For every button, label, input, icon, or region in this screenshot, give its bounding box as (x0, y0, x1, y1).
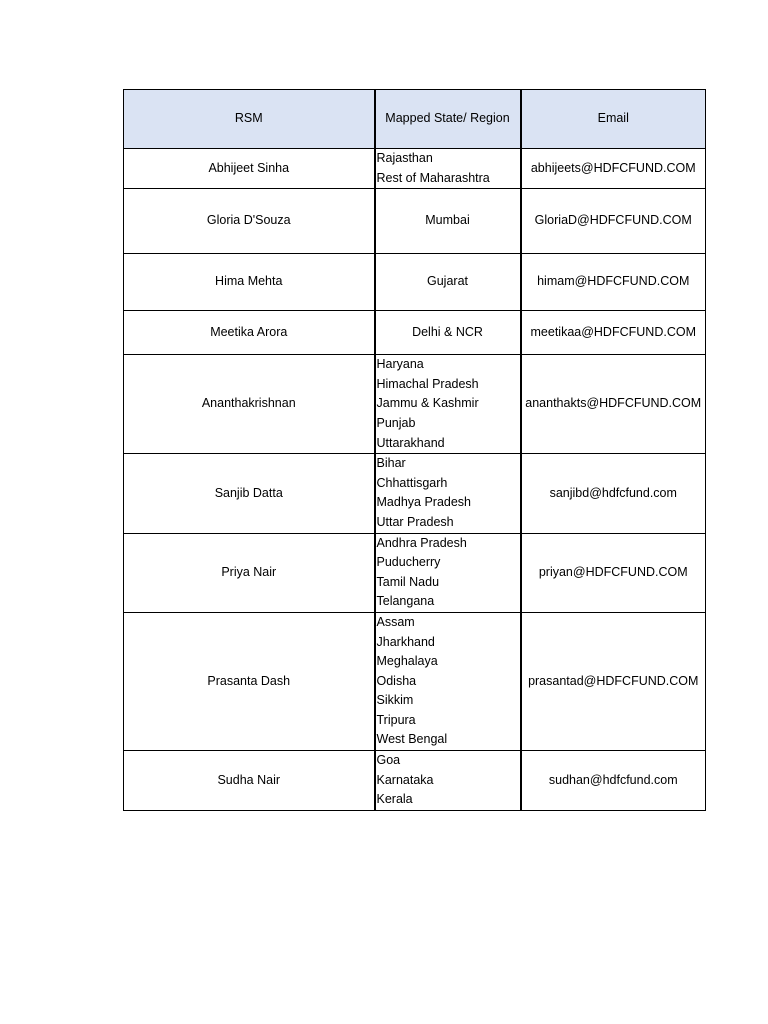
rsm-name-cell: Abhijeet Sinha (124, 149, 375, 189)
region-item: Haryana (376, 357, 424, 372)
region-item: Uttarakhand (376, 435, 445, 450)
mapped-region-cell (375, 149, 521, 189)
region-item: Assam (376, 614, 415, 629)
header-mapped-region: Mapped State/ Region (375, 90, 521, 149)
region-item: Tamil Nadu (376, 574, 440, 589)
table-row (124, 149, 706, 189)
region-item: Bihar (376, 456, 406, 471)
mapped-region-cell (375, 355, 521, 454)
table-header-row (124, 90, 706, 149)
region-item: Madhya Pradesh (376, 495, 472, 510)
region-item: Punjab (376, 415, 416, 430)
rsm-name-cell: Sanjib Datta (124, 454, 375, 533)
table-row (124, 612, 706, 750)
region-item: Puducherry (376, 555, 441, 570)
table-row (124, 189, 706, 254)
region-item: Himachal Pradesh (376, 376, 479, 391)
table-row (124, 533, 706, 612)
rsm-name-cell: Sudha Nair (124, 751, 375, 811)
region-item: Karnataka (376, 772, 434, 787)
region-item: Andhra Pradesh (376, 535, 467, 550)
region-item: Telangana (376, 594, 435, 609)
mapped-region-cell (375, 612, 521, 750)
rsm-name-cell: Hima Mehta (124, 254, 375, 311)
email-cell: meetikaa@HDFCFUND.COM (521, 311, 706, 355)
email-cell: prasantad@HDFCFUND.COM (521, 612, 706, 750)
email-cell: sudhan@hdfcfund.com (521, 751, 706, 811)
rsm-name-cell: Gloria D'Souza (124, 189, 375, 254)
region-item: Chhattisgarh (376, 475, 448, 490)
email-cell: abhijeets@HDFCFUND.COM (521, 149, 706, 189)
mapped-region-cell (375, 189, 521, 254)
region-item: Sikkim (376, 693, 414, 708)
table-row (124, 311, 706, 355)
region-item: Kerala (376, 792, 413, 807)
region-item: Jammu & Kashmir (376, 396, 479, 411)
region-item: Jharkhand (376, 634, 435, 649)
email-cell: sanjibd@hdfcfund.com (521, 454, 706, 533)
rsm-name-cell: Prasanta Dash (124, 612, 375, 750)
region-item: Delhi & NCR (412, 324, 483, 339)
region-item: Mumbai (425, 213, 470, 228)
table-row (124, 454, 706, 533)
email-cell: priyan@HDFCFUND.COM (521, 533, 706, 612)
region-item: Uttar Pradesh (376, 514, 454, 529)
table-row (124, 751, 706, 811)
mapped-region-cell (375, 751, 521, 811)
region-item: Goa (376, 753, 401, 768)
region-item: Tripura (376, 712, 416, 727)
region-item: Odisha (376, 673, 417, 688)
mapped-region-cell (375, 533, 521, 612)
region-item: Rest of Maharashtra (376, 170, 490, 185)
region-item: Gujarat (427, 274, 468, 289)
email-cell: GloriaD@HDFCFUND.COM (521, 189, 706, 254)
email-cell: ananthakts@HDFCFUND.COM (521, 355, 706, 454)
table-row (124, 355, 706, 454)
region-item: Meghalaya (376, 654, 438, 669)
rsm-name-cell: Ananthakrishnan (124, 355, 375, 454)
region-item: Rajasthan (376, 151, 433, 165)
mapped-region-cell (375, 311, 521, 355)
rsm-name-cell: Meetika Arora (124, 311, 375, 355)
header-rsm: RSM (124, 90, 375, 149)
table-body (124, 149, 706, 811)
email-cell: himam@HDFCFUND.COM (521, 254, 706, 311)
header-email: Email (521, 90, 706, 149)
mapped-region-cell (375, 454, 521, 533)
mapped-region-cell (375, 254, 521, 311)
table-row (124, 254, 706, 311)
rsm-name-cell: Priya Nair (124, 533, 375, 612)
region-item: West Bengal (376, 732, 448, 747)
rsm-region-table (123, 89, 706, 811)
